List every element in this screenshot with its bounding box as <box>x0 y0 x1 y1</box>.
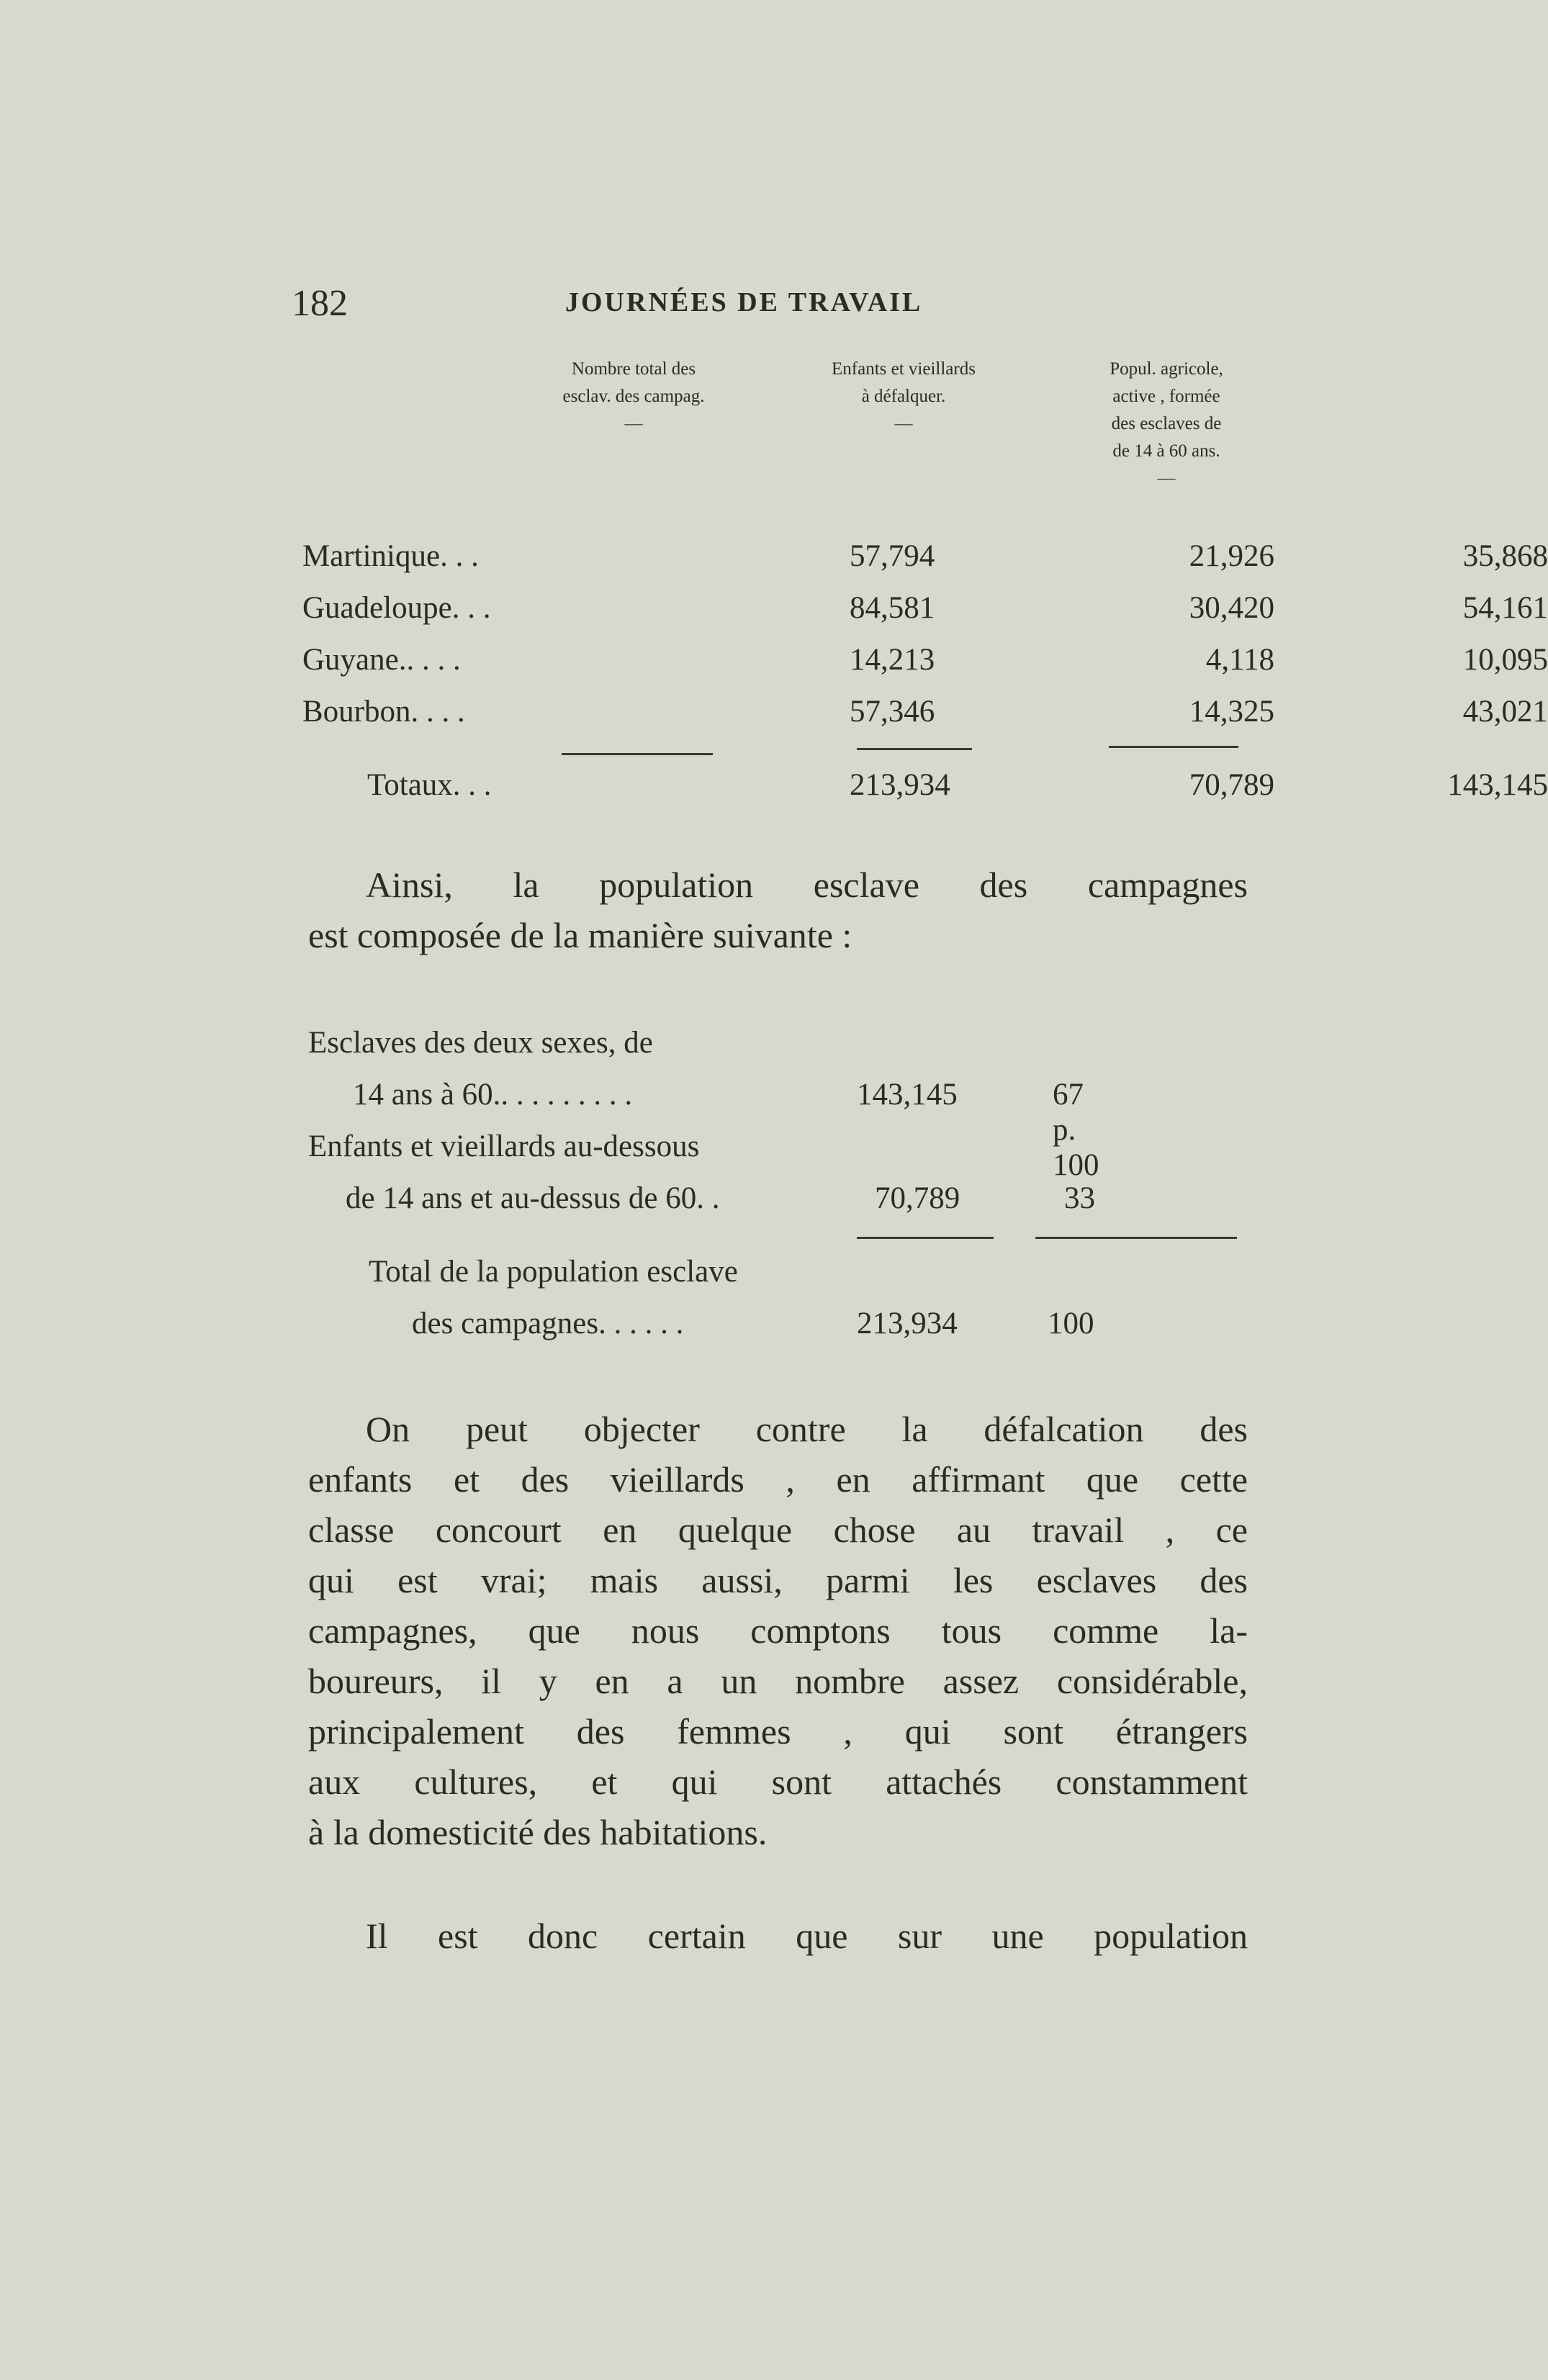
text-line: qui est vrai; mais aussi, parmi les esclaves des <box>308 1560 1248 1600</box>
breakdown-percent: 67 p. 100 <box>1053 1078 1099 1182</box>
row-name: Guyane.. . . . <box>302 643 461 677</box>
text-line: classe concourt en quelque chose au travail , ce <box>308 1510 1248 1550</box>
breakdown-label: Esclaves des deux sexes, de <box>308 1026 653 1060</box>
row-active: 43,021 <box>1462 695 1548 729</box>
row-total: 57,794 <box>850 539 935 573</box>
column-header-line: à défalquer. <box>861 387 946 406</box>
totals-label: Totaux. . . <box>367 768 492 802</box>
text-line: boureurs, il y en a un nombre assez considérable, <box>308 1661 1248 1701</box>
text-line: On peut objecter contre la défalcation des <box>366 1409 1248 1449</box>
breakdown-label: Total de la population esclave <box>369 1255 738 1289</box>
text-line: Ainsi, la population esclave des campagnes <box>366 865 1248 905</box>
row-active: 35,868 <box>1462 539 1548 573</box>
text-line: est composée de la manière suivante : <box>308 915 852 955</box>
column-header-line: Nombre total des <box>571 359 696 379</box>
row-total: 84,581 <box>850 591 935 625</box>
running-head-title: JOURNÉES DE TRAVAIL <box>565 287 923 317</box>
column-header-line: des esclaves de <box>1111 414 1222 433</box>
row-name: Guadeloupe. . . <box>302 591 491 625</box>
column-header-line: esclav. des campag. <box>562 387 705 406</box>
text-line: principalement des femmes , qui sont étrangers <box>308 1711 1248 1752</box>
breakdown-label: Enfants et vieillards au-dessous <box>308 1130 700 1163</box>
row-deduct: 14,325 <box>1189 695 1274 729</box>
table-row <box>302 590 1548 636</box>
total-rule <box>1035 1237 1237 1239</box>
row-deduct: 21,926 <box>1189 539 1274 573</box>
text-line: Il est donc certain que sur une population <box>366 1916 1248 1956</box>
total-rule <box>1109 746 1238 748</box>
totals-active: 143,145 <box>1447 768 1548 802</box>
column-header-line: — <box>624 414 643 433</box>
total-rule <box>562 753 713 755</box>
breakdown-label: 14 ans à 60.. . . . . . . . . <box>353 1078 633 1112</box>
column-header-active <box>1058 356 1274 492</box>
table-row <box>302 642 1548 688</box>
breakdown-value: 143,145 <box>857 1078 958 1112</box>
breakdown-label: de 14 ans et au-dessus de 60. . <box>346 1181 720 1215</box>
table-row <box>302 538 1548 585</box>
text-line: enfants et des vieillards , en affirmant que cette <box>308 1459 1248 1500</box>
body-paragraph <box>308 1404 1248 1857</box>
total-rule <box>857 748 972 750</box>
table-row <box>302 694 1548 740</box>
totals-row <box>367 767 1548 813</box>
row-name: Bourbon. . . . <box>302 695 465 729</box>
breakdown-label: des campagnes. . . . . . <box>412 1307 684 1340</box>
breakdown-value: 213,934 <box>857 1307 958 1340</box>
breakdown-percent: 100 <box>1048 1307 1094 1340</box>
row-total: 57,346 <box>850 695 935 729</box>
row-active: 54,161 <box>1462 591 1548 625</box>
row-deduct: 30,420 <box>1189 591 1274 625</box>
column-header-line: — <box>1157 469 1176 488</box>
row-name: Martinique. . . <box>302 539 479 573</box>
text-line: aux cultures, et qui sont attachés constamment <box>308 1762 1248 1802</box>
page-number: 182 <box>292 283 348 324</box>
text-line: campagnes, que nous comptons tous comme la- <box>308 1610 1248 1651</box>
breakdown-value: 70,789 <box>875 1181 960 1215</box>
row-active: 10,095 <box>1462 643 1548 677</box>
column-header-line: de 14 à 60 ans. <box>1112 441 1220 461</box>
column-header-total <box>518 356 749 438</box>
totals-deduct: 70,789 <box>1189 768 1274 802</box>
intro-paragraph <box>308 860 1248 960</box>
column-header-line: — <box>894 414 913 433</box>
totals-total: 213,934 <box>850 768 950 802</box>
total-rule <box>857 1237 994 1239</box>
column-header-line: Popul. agricole, <box>1110 359 1223 379</box>
body-paragraph <box>308 1911 1248 1961</box>
column-header-deduct <box>785 356 1022 438</box>
column-header-line: active , formée <box>1112 387 1220 406</box>
breakdown-percent: 33 <box>1064 1181 1095 1215</box>
row-deduct: 4,118 <box>1205 643 1274 677</box>
row-total: 14,213 <box>850 643 935 677</box>
text-line: à la domesticité des habitations. <box>308 1812 768 1852</box>
column-header-line: Enfants et vieillards <box>832 359 976 379</box>
